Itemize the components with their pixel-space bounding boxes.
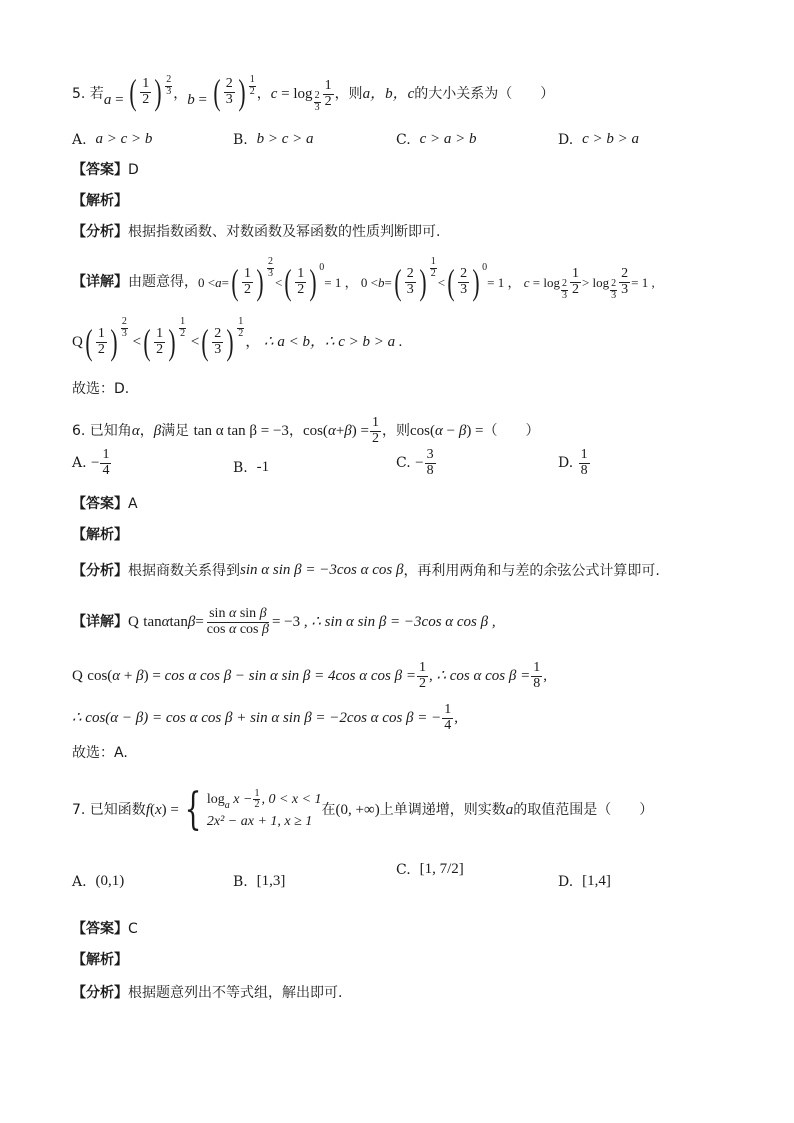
piecewise-brace: {: [184, 784, 202, 836]
q5-formula-a: a = ( $\frac{1}{2}$ ) $\frac{2}{3}$: [103, 71, 172, 112]
q7-fenxi: 【分析】 根据题意列出不等式组，解出即可.: [72, 985, 343, 1001]
q7-stem: 7. 已知函数 f(x) = { log a x − $\frac{1}{2}$ , 0 < x < 1 2x² − ax + 1, x ≥ 1 在 (0, +∞) 上单调递增，则实数 a 的取值范围是（ ）: [72, 784, 654, 836]
q7-option-b[interactable]: B. [1,3]: [233, 873, 286, 890]
q5-answer: 【答案】 D: [72, 162, 139, 178]
q7-option-d[interactable]: D. [1,4]: [558, 873, 611, 890]
q7-piecewise: log a x − $\frac{1}{2}$ , 0 < x < 1 2x² − ax + 1, x ≥ 1: [206, 787, 322, 829]
q5-number: 5. 若: [72, 86, 104, 102]
q5-fenxi: 【分析】 根据指数函数、对数函数及幂函数的性质判断即可.: [72, 224, 441, 240]
q7-option-c[interactable]: C. [1, 7/2]: [396, 861, 464, 878]
q6-detail-2: Q cos(α + β) = cos α cos β − sin α sin β = 4cos α cos β = $\frac{1}{2}$ , ∴ cos α cos β = $\frac{1}{8}$ ,: [72, 659, 547, 691]
q6-option-d[interactable]: D. $\frac{1}{8}$: [558, 447, 588, 478]
q5-select: 故选：D.: [72, 381, 130, 397]
q5-option-a[interactable]: A. a > c > b: [72, 131, 153, 148]
q5-compare: Q ( $\frac{1}{2}$ ) $\frac{2}{3}$ < ( $\frac{1}{2}$ ) $\frac{1}{2}$ < ( $\frac{2}{3}$ ) $\frac{1}{2}$ ， ∴ a < b，∴ c > b > a .: [72, 316, 403, 362]
q5-stem: 5. 若 a = ( $\frac{1}{2}$ ) $\frac{2}{3}$ ， b = ( $\frac{2}{3}$ ) $\frac{1}{2}$ ， c = log $\frac{2}{3}$ $\frac{1}{2}$ ，则 a，b，c 的大小关系为（ ）: [72, 71, 555, 113]
q6-option-a[interactable]: A. − $\frac{1}{4}$: [72, 447, 110, 478]
q6-jiexi: 【解析】: [72, 527, 128, 543]
q6-cond2: cos( α + β ) = $\frac{1}{2}$: [302, 414, 379, 446]
q5-formula-c: c = log $\frac{2}{3}$ $\frac{1}{2}$: [270, 77, 332, 113]
q6-stem: 6. 已知角 α ， β 满足 tan α tan β = −3 ， cos( α + β ) = $\frac{1}{2}$ ，则 cos(α − β) = （ ）: [72, 414, 540, 446]
q6-option-c[interactable]: C. − $\frac{3}{8}$: [396, 447, 434, 478]
q5-option-c[interactable]: C. c > a > b: [396, 131, 477, 148]
q6-select: 故选：A.: [72, 745, 128, 761]
q5-option-d[interactable]: D. c > b > a: [558, 131, 639, 148]
q6-detail-3: ∴ cos(α − β) = cos α cos β + sin α sin β = −2cos α cos β = − $\frac{1}{4}$ ,: [72, 701, 459, 733]
q7-jiexi: 【解析】: [72, 952, 128, 968]
q5-formula-b: b = ( $\frac{2}{3}$ ) $\frac{1}{2}$: [187, 71, 255, 112]
q5-option-b[interactable]: B. b > c > a: [233, 131, 314, 148]
because-symbol: Q: [72, 333, 83, 350]
q6-option-b[interactable]: B. -1: [233, 459, 270, 476]
q7-option-a[interactable]: A. (0,1): [72, 873, 125, 890]
q6-detail-1: 【详解】 Q tan α tan β = $\frac{\text{sin α sin β}}{\text{cos α cos β}}$ = −3 , ∴ sin α sin β = −3cos α cos β ,: [72, 605, 496, 637]
q6-answer: 【答案】 A: [72, 496, 138, 512]
q5-jiexi: 【解析】: [72, 193, 128, 209]
q5-xiangjie: 【详解】 由题意得， 0 < a = ( $\frac{1}{2}$ ) $\frac{2}{3}$ < ( $\frac{1}{2}$ ) 0 = 1 ， 0 < b = ( $\frac{2}{3}$ ) $\frac{1}{2}$ < ( $\frac{2}{3}$ ) 0 = 1 ， c = log $\frac{2}{3}$ $\frac{1}{2}$ > log $\frac{2}{3}$ $\frac{2}{3}$ = 1 ,: [72, 256, 655, 302]
q5-detail-formula: 0 < a = ( $\frac{1}{2}$ ) $\frac{2}{3}$ < ( $\frac{1}{2}$ ) 0 = 1 ， 0 < b = ( $\frac{2}{3}$ ) $\frac{1}{2}$ < ( $\frac{2}{3}$ ) 0 = 1 ， c = log $\frac{2}{3}$ $\frac{1}{2}$ > log $\frac{2}{3}$ $\frac{2}{3}$ = 1 ,: [198, 256, 655, 302]
q7-answer: 【答案】 C: [72, 921, 138, 937]
q6-fenxi: 【分析】 根据商数关系得到 sin α sin β = −3cos α cos β ，再利用两角和与差的余弦公式计算即可.: [72, 562, 660, 579]
